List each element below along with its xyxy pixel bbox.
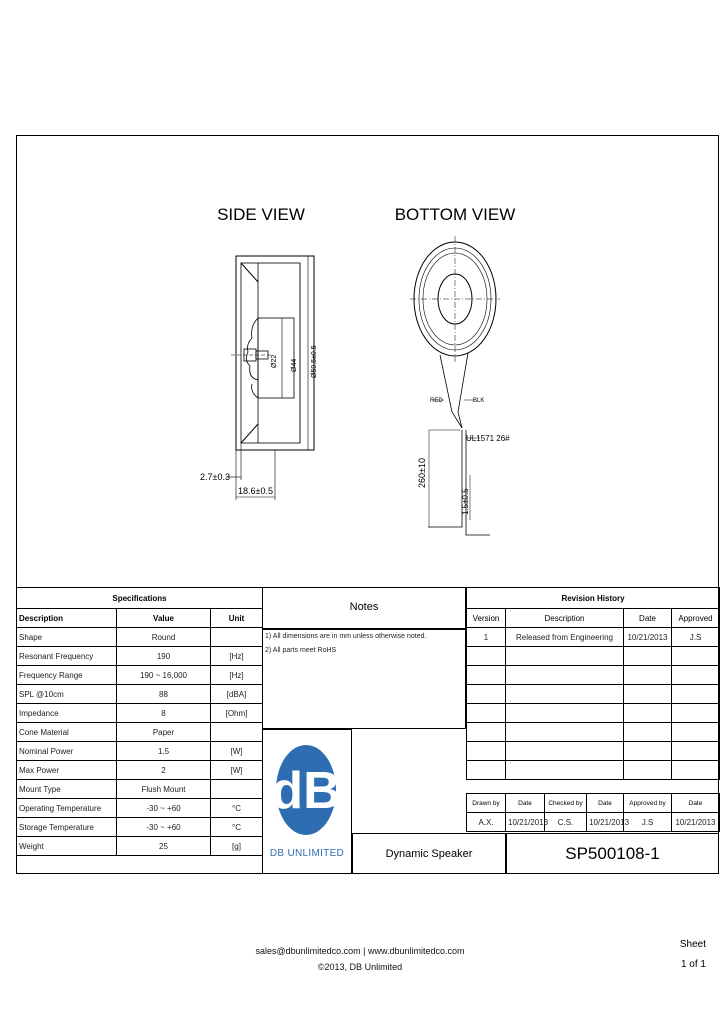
revision-date <box>624 742 672 761</box>
spec-value: 190 <box>117 647 211 666</box>
revision-table <box>466 587 720 780</box>
spec-row <box>17 761 263 780</box>
bottom-view <box>410 236 500 535</box>
side-view-title: SIDE VIEW <box>217 205 305 224</box>
spec-row <box>17 685 263 704</box>
revision-description: Released from Engineering <box>506 628 624 647</box>
revision-approved <box>672 761 720 780</box>
approval-header-date: Date <box>587 794 624 813</box>
spec-unit: [g] <box>211 837 263 856</box>
spec-header-value: Value <box>117 609 211 628</box>
revision-version <box>467 704 506 723</box>
revision-approved <box>672 704 720 723</box>
spec-description: Resonant Frequency <box>17 647 117 666</box>
revision-version <box>467 685 506 704</box>
notes-header-box <box>262 587 466 629</box>
revision-date <box>624 704 672 723</box>
revision-row <box>467 761 720 780</box>
spec-value: 1.5 <box>117 742 211 761</box>
dim-50-label: Ø50.5±0.5 <box>311 345 318 378</box>
part-number-box <box>506 833 719 874</box>
revision-approved: J.S <box>672 628 720 647</box>
approval-header-drawn-by: Drawn by <box>467 794 506 813</box>
revision-description <box>506 704 624 723</box>
spec-description: Operating Temperature <box>17 799 117 818</box>
logo-box <box>262 729 352 874</box>
spec-header-description: Description <box>17 609 117 628</box>
spec-row <box>17 628 263 647</box>
svg-text:dB: dB <box>271 762 341 820</box>
notes-title: Notes <box>349 601 379 613</box>
spec-value: -30 ~ +60 <box>117 818 211 837</box>
rev-header-description: Description <box>506 609 624 628</box>
revision-date <box>624 723 672 742</box>
revision-date <box>624 761 672 780</box>
spec-description: Shape <box>17 628 117 647</box>
spec-description: SPL @10cm <box>17 685 117 704</box>
spec-header-unit: Unit <box>211 609 263 628</box>
revision-date: 10/21/2013 <box>624 628 672 647</box>
spec-row <box>17 818 263 837</box>
dim-27-label: 2.7±0.3 <box>200 472 230 482</box>
rev-header-date: Date <box>624 609 672 628</box>
dim-15-label: 1.5±0.5 <box>461 488 470 515</box>
revision-description <box>506 666 624 685</box>
revision-version <box>467 761 506 780</box>
revision-title: Revision History <box>467 588 720 609</box>
approval-header-date: Date <box>506 794 545 813</box>
spec-value: -30 ~ +60 <box>117 799 211 818</box>
sheet-label: Sheet <box>679 939 706 950</box>
spec-row <box>17 837 263 856</box>
spec-value: 25 <box>117 837 211 856</box>
approval-value: 10/21/2013 <box>506 813 545 832</box>
side-view <box>226 256 314 500</box>
revision-row <box>467 723 720 742</box>
revision-approved <box>672 723 720 742</box>
rev-header-version: Version <box>467 609 506 628</box>
specifications-title: Specifications <box>17 588 263 609</box>
approval-table <box>466 793 720 832</box>
revision-description <box>506 685 624 704</box>
spec-unit: [W] <box>211 761 263 780</box>
spec-description: Mount Type <box>17 780 117 799</box>
approval-value: 10/21/2013 <box>587 813 624 832</box>
spec-value: 2 <box>117 761 211 780</box>
spec-row <box>17 723 263 742</box>
revision-date <box>624 666 672 685</box>
spec-unit: [Hz] <box>211 666 263 685</box>
revision-row <box>467 742 720 761</box>
spec-row <box>17 704 263 723</box>
product-name-box <box>352 833 506 874</box>
revision-row <box>467 685 720 704</box>
footer-contact: sales@dbunlimitedco.com | www.dbunlimitedco.com <box>255 946 465 956</box>
spec-unit: [Hz] <box>211 647 263 666</box>
revision-version: 1 <box>467 628 506 647</box>
revision-row <box>467 666 720 685</box>
approval-header-checked-by: Checked by <box>545 794 587 813</box>
spec-description: Nominal Power <box>17 742 117 761</box>
spec-description: Storage Temperature <box>17 818 117 837</box>
approval-header-approved-by: Approved by <box>624 794 672 813</box>
footer-copyright: ©2013, DB Unlimited <box>317 962 403 972</box>
revision-date <box>624 647 672 666</box>
revision-description <box>506 742 624 761</box>
logo-text: DB UNLIMITED <box>269 848 345 859</box>
spec-row <box>17 666 263 685</box>
spec-unit: °C <box>211 818 263 837</box>
spec-unit: [W] <box>211 742 263 761</box>
spec-value: 8 <box>117 704 211 723</box>
revision-description <box>506 723 624 742</box>
spec-value: Round <box>117 628 211 647</box>
spec-row <box>17 647 263 666</box>
spec-description: Weight <box>17 837 117 856</box>
sheet-value: 1 of 1 <box>680 959 706 970</box>
revision-description <box>506 761 624 780</box>
revision-approved <box>672 685 720 704</box>
part-number: SP500108-1 <box>565 843 660 863</box>
dim-22-label: Ø22 <box>271 354 278 368</box>
spec-description: Frequency Range <box>17 666 117 685</box>
specifications-table <box>16 587 263 856</box>
revision-description <box>506 647 624 666</box>
approval-value: 10/21/2013 <box>672 813 720 832</box>
spec-value: 190 ~ 16,000 <box>117 666 211 685</box>
revision-version <box>467 742 506 761</box>
spec-row <box>17 799 263 818</box>
revision-approved <box>672 647 720 666</box>
dim-186-label: 18.6±0.5 <box>238 486 273 496</box>
bottom-view-title: BOTTOM VIEW <box>394 205 516 224</box>
spec-unit: °C <box>211 799 263 818</box>
revision-date <box>624 685 672 704</box>
spec-row <box>17 742 263 761</box>
db-logo-icon <box>263 730 351 850</box>
dim-44-label: Ø44 <box>291 358 298 372</box>
revision-version <box>467 666 506 685</box>
spec-value: Paper <box>117 723 211 742</box>
spec-unit: [dBA] <box>211 685 263 704</box>
product-name: Dynamic Speaker <box>385 847 473 860</box>
spec-unit <box>211 780 263 799</box>
revision-row <box>467 628 720 647</box>
label-blk: BLK <box>473 398 485 404</box>
spec-unit <box>211 723 263 742</box>
approval-value: J.S <box>624 813 672 832</box>
rev-header-approved: Approved <box>672 609 720 628</box>
spec-description: Cone Material <box>17 723 117 742</box>
approval-value: A.X. <box>467 813 506 832</box>
dim-260-label: 260±10 <box>417 458 427 488</box>
revision-row <box>467 647 720 666</box>
revision-version <box>467 647 506 666</box>
spec-description: Max Power <box>17 761 117 780</box>
approval-value: C.S. <box>545 813 587 832</box>
spec-unit <box>211 628 263 647</box>
spec-unit: [Ohm] <box>211 704 263 723</box>
spec-row <box>17 780 263 799</box>
note-item: 1) All dimensions are in mm unless otherwise noted. <box>265 633 427 640</box>
revision-row <box>467 704 720 723</box>
label-ul: UL1571 26# <box>466 434 510 443</box>
spec-value: 88 <box>117 685 211 704</box>
spec-description: Impedance <box>17 704 117 723</box>
revision-approved <box>672 742 720 761</box>
spec-value: Flush Mount <box>117 780 211 799</box>
note-item: 2) All parts meet RoHS <box>265 647 337 654</box>
notes-body <box>262 629 466 729</box>
revision-approved <box>672 666 720 685</box>
label-red: RED <box>430 398 443 404</box>
revision-version <box>467 723 506 742</box>
approval-header-date: Date <box>672 794 720 813</box>
